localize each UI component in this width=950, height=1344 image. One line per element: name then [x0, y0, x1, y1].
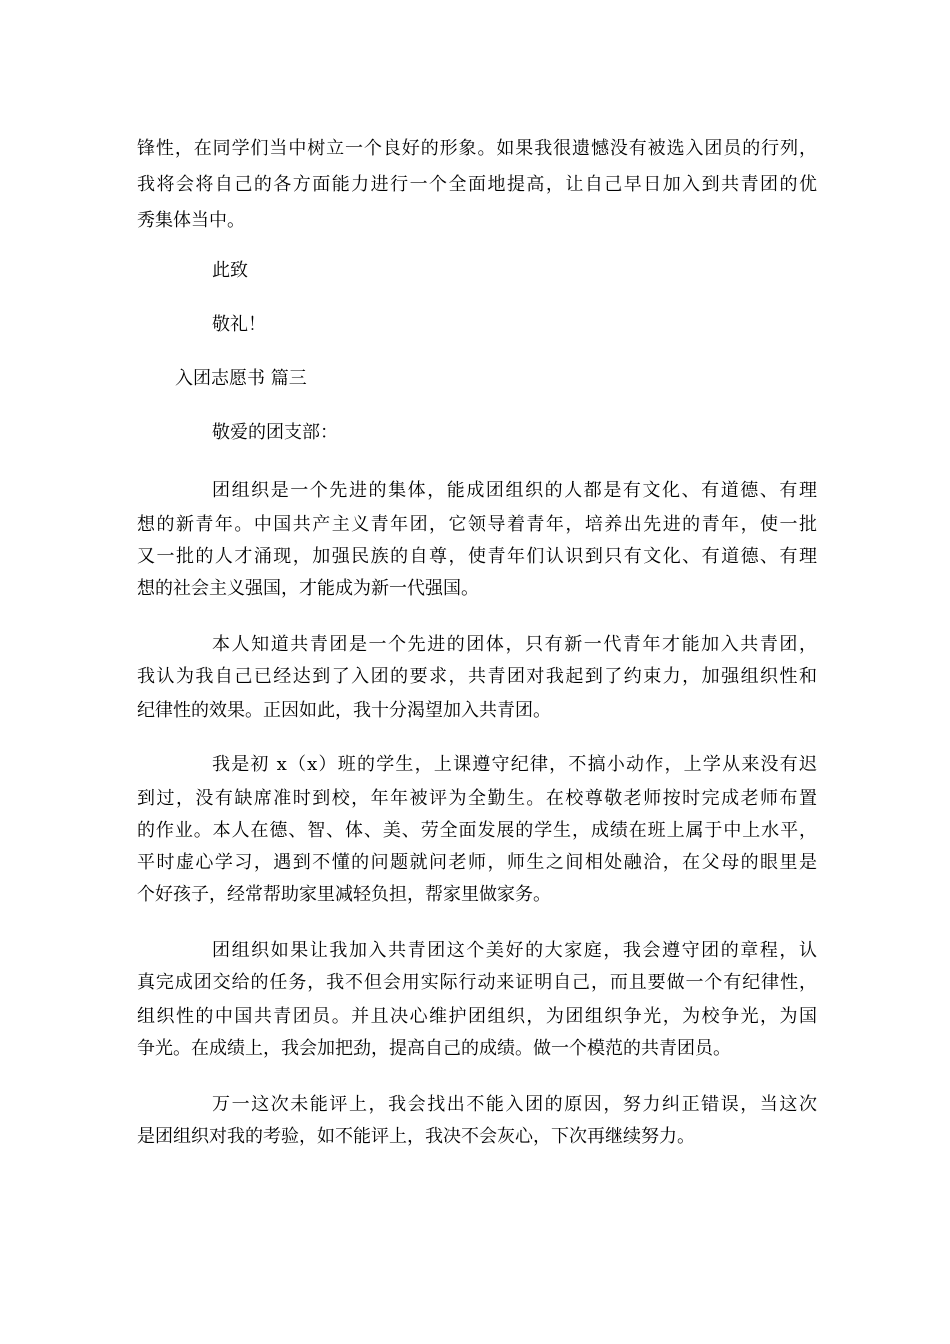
paragraph-6-line-1: 万一这次未能评上，我会找出不能入团的原因，努力纠正错误，当这次 — [212, 1094, 817, 1115]
closing-salute: 敬礼！ — [212, 314, 266, 335]
paragraph-1-line-3: 秀集体当中。 — [137, 210, 245, 231]
paragraph-3-line-2: 我认为我自己已经达到了入团的要求，共青团对我起到了约束力，加强组织性和 — [137, 666, 817, 687]
salutation: 敬爱的团支部： — [212, 422, 338, 443]
paragraph-5-line-4: 争光。在成绩上，我会加把劲，提高自己的成绩。做一个模范的共青团员。 — [137, 1038, 731, 1059]
paragraph-6-line-2: 是团组织对我的考验，如不能评上，我决不会灰心，下次再继续努力。 — [137, 1126, 695, 1147]
paragraph-5-line-1: 团组织如果让我加入共青团这个美好的大家庭，我会遵守团的章程，认 — [212, 940, 817, 961]
paragraph-1-line-2: 我将会将自己的各方面能力进行一个全面地提高，让自己早日加入到共青团的优 — [137, 174, 817, 195]
paragraph-4-line-2: 到过，没有缺席准时到校，年年被评为全勤生。在校尊敬老师按时完成老师布置 — [137, 788, 817, 809]
section-title: 入团志愿书 篇三 — [175, 368, 307, 389]
paragraph-5-line-3: 组织性的中国共青团员。并且决心维护团组织，为团组织争光，为校争光，为国 — [137, 1006, 817, 1027]
closing-regards: 此致 — [212, 260, 248, 281]
paragraph-1-line-1: 锋性，在同学们当中树立一个良好的形象。如果我很遗憾没有被选入团员的行列， — [137, 138, 817, 159]
paragraph-2-line-2: 想的新青年。中国共产主义青年团，它领导着青年，培养出先进的青年，使一批 — [137, 514, 817, 535]
paragraph-4-line-4: 平时虚心学习，遇到不懂的问题就问老师，师生之间相处融洽，在父母的眼里是 — [137, 852, 817, 873]
paragraph-4-line-3: 的作业。本人在德、智、体、美、劳全面发展的学生，成绩在班上属于中上水平， — [137, 820, 817, 841]
paragraph-2-line-4: 想的社会主义强国，才能成为新一代强国。 — [137, 578, 479, 599]
paragraph-4-line-5: 个好孩子，经常帮助家里减轻负担，帮家里做家务。 — [137, 884, 551, 905]
paragraph-4-line-1: 我是初 x（x）班的学生，上课遵守纪律，不搞小动作，上学从来没有迟 — [212, 754, 817, 775]
paragraph-3-line-1: 本人知道共青团是一个先进的团体，只有新一代青年才能加入共青团， — [212, 634, 817, 655]
paragraph-3-line-3: 纪律性的效果。正因如此，我十分渴望加入共青团。 — [137, 700, 551, 721]
paragraph-2-line-1: 团组织是一个先进的集体，能成团组织的人都是有文化、有道德、有理 — [212, 480, 817, 501]
paragraph-2-line-3: 又一批的人才涌现，加强民族的自尊，使青年们认识到只有文化、有道德、有理 — [137, 546, 817, 567]
paragraph-5-line-2: 真完成团交给的任务，我不但会用实际行动来证明自己，而且要做一个有纪律性， — [137, 972, 817, 993]
